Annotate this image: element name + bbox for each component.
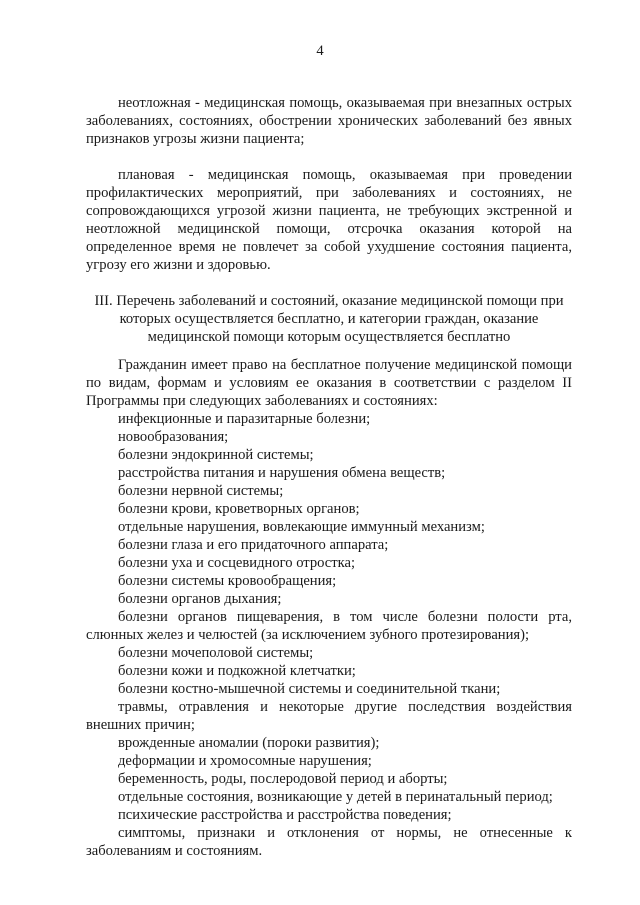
list-item: болезни системы кровообращения; xyxy=(118,573,337,589)
list-item: болезни органов дыхания; xyxy=(118,591,282,607)
list-item: инфекционные и паразитарные болезни; xyxy=(118,411,371,427)
list-item: беременность, роды, послеродовой период и аборты; xyxy=(118,771,448,787)
list-item: врожденные аномалии (пороки развития); xyxy=(118,735,380,751)
list-item: болезни крови, кроветворных органов; xyxy=(118,501,360,517)
list-item: отдельные состояния, возникающие у детей в перинатальный период; xyxy=(118,789,553,805)
list-item: новообразования; xyxy=(118,429,229,445)
list-item: болезни кожи и подкожной клетчатки; xyxy=(118,663,356,679)
section-heading: III. Перечень заболеваний и состояний, оказание медицинской помощи при которых осуществляется бесплатно, и категории граждан, оказание медицинской помощи которым осуществляется бесплатно xyxy=(94,293,564,345)
page-number: 4 xyxy=(316,43,324,59)
definition-urgent: неотложная - медицинская помощь, оказываемая при внезапных острых заболеваниях, состояниях, обострении хронических заболеваний без явных признаков угрозы жизни пациента; xyxy=(86,95,572,147)
list-item: болезни органов пищеварения, в том числе болезни полости рта, слюнных желез и челюстей (за исключением зубного протезирования); xyxy=(86,609,572,643)
list-item: деформации и хромосомные нарушения; xyxy=(118,753,372,769)
list-item: болезни нервной системы; xyxy=(118,483,284,499)
list-item: травмы, отравления и некоторые другие последствия воздействия внешних причин; xyxy=(86,699,572,733)
list-item: болезни эндокринной системы; xyxy=(118,447,314,463)
list-item: отдельные нарушения, вовлекающие иммунный механизм; xyxy=(118,519,485,535)
list-item: болезни костно-мышечной системы и соединительной ткани; xyxy=(118,681,501,697)
list-item: болезни глаза и его придаточного аппарата; xyxy=(118,537,389,553)
intro-paragraph: Гражданин имеет право на бесплатное получение медицинской помощи по видам, формам и условиям ее оказания в соответствии с разделом II Программы при следующих заболеваниях и состояниях: xyxy=(86,357,572,409)
list-item: расстройства питания и нарушения обмена веществ; xyxy=(118,465,446,481)
list-item: психические расстройства и расстройства поведения; xyxy=(118,807,452,823)
definition-planned: плановая - медицинская помощь, оказываемая при проведении профилактических мероприятий, при заболеваниях и состояниях, не сопровождающихся угрозой жизни пациента, не требующих экстренной и неотложной медицинской помощи, отсрочка оказания которой на определенное время не повлечет за собой ухудшение состояния пациента, угрозу его жизни и здоровью. xyxy=(86,167,572,273)
list-item: болезни уха и сосцевидного отростка; xyxy=(118,555,356,571)
list-item: симптомы, признаки и отклонения от нормы, не отнесенные к заболеваниям и состояниям. xyxy=(86,825,572,859)
list-item: болезни мочеполовой системы; xyxy=(118,645,314,661)
conditions-list xyxy=(86,410,572,860)
